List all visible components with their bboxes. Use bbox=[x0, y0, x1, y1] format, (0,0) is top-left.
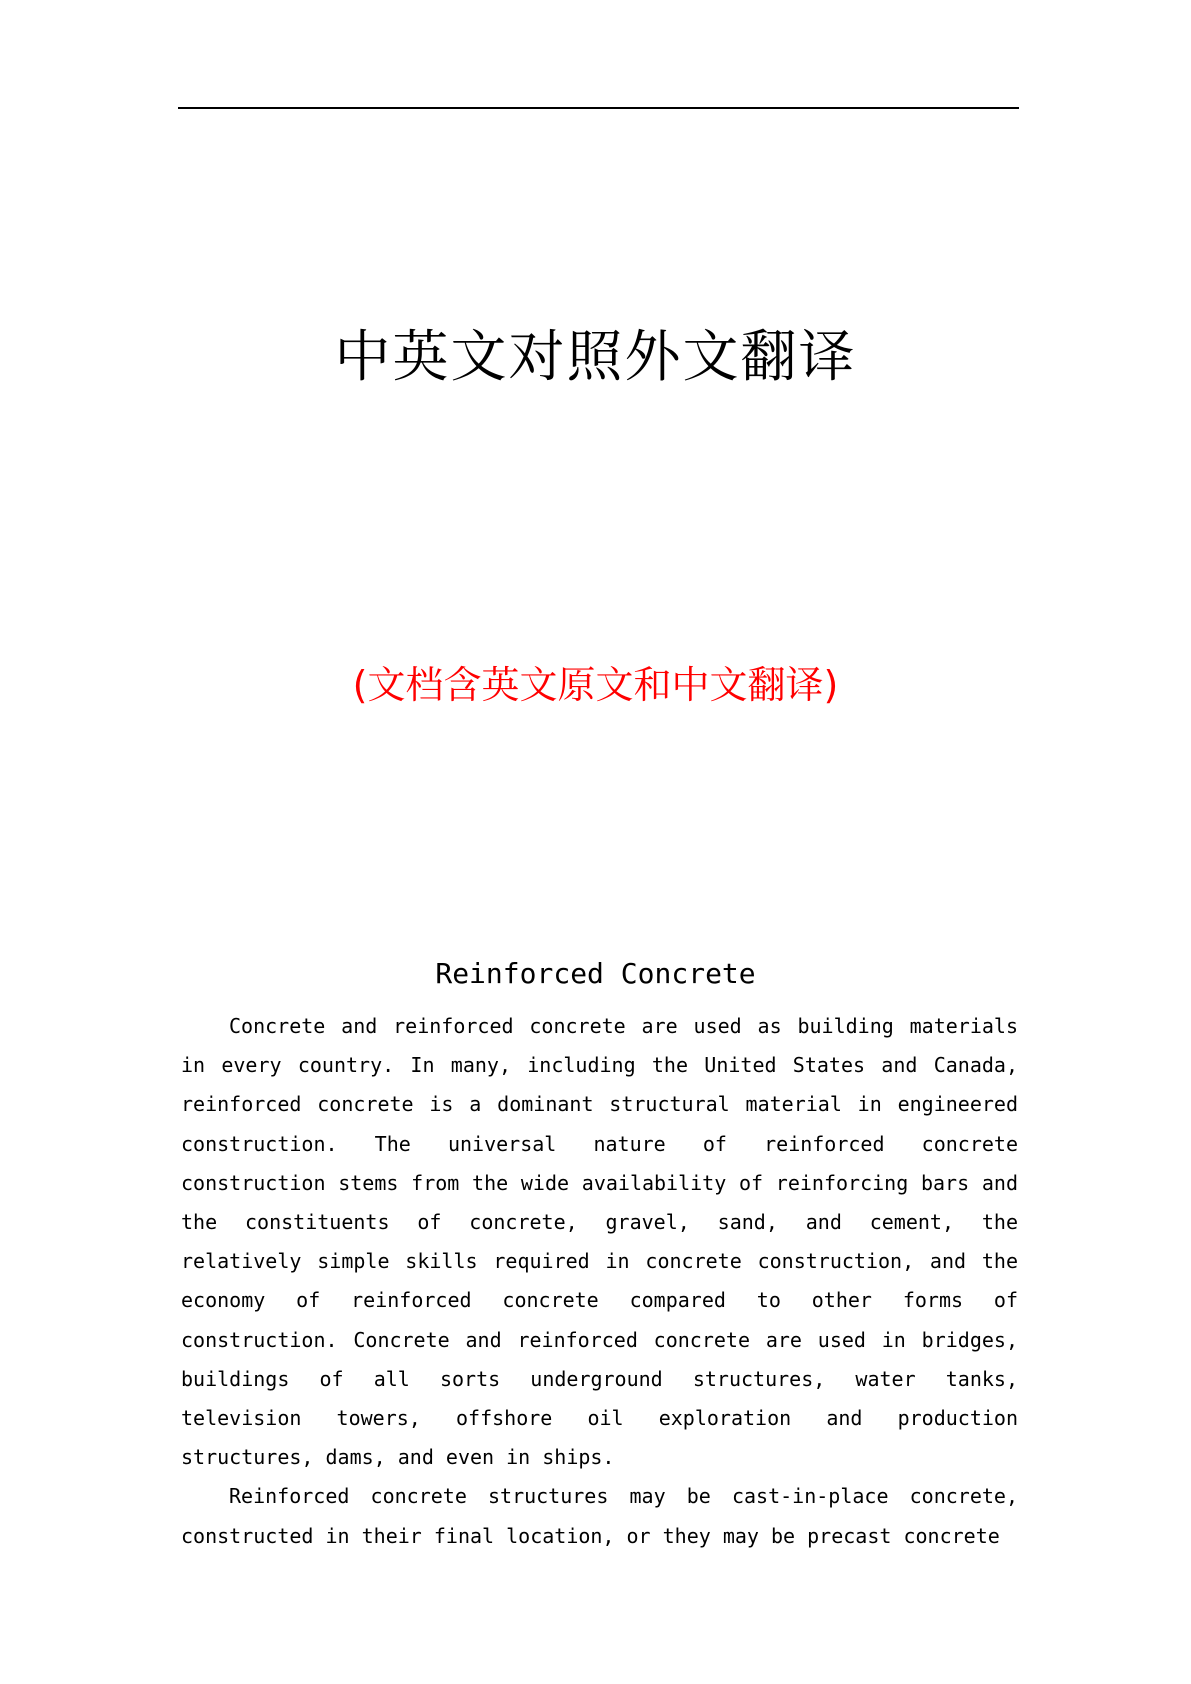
paragraph-1: Concrete and reinforced concrete are used as building materials in every country. In many, including the United States and Canada, reinforced concrete is a dominant structural material in engineered construction. The universal nature of reinforced concrete construction stems from the wide availability of reinforcing bars and the constituents of concrete, gravel, sand, and cement, the relatively simple skills required in concrete construction, and the economy of reinforced concrete compared to other forms of construction. Concrete and reinforced concrete are used in bridges, buildings of all sorts underground structures, water tanks, television towers, offshore oil exploration and production structures, dams, and even in ships. bbox=[181, 1014, 1018, 1470]
paragraph-2: Reinforced concrete structures may be cast-in-place concrete, constructed in their final location, or they may be precast concrete bbox=[181, 1484, 1018, 1548]
document-title: 中英文对照外文翻译 bbox=[334, 325, 857, 390]
header-rule bbox=[178, 107, 1019, 109]
article-body bbox=[181, 1007, 1018, 1556]
article-heading: Reinforced Concrete bbox=[435, 957, 756, 990]
document-subtitle: (文档含英文原文和中文翻译) bbox=[352, 663, 839, 707]
